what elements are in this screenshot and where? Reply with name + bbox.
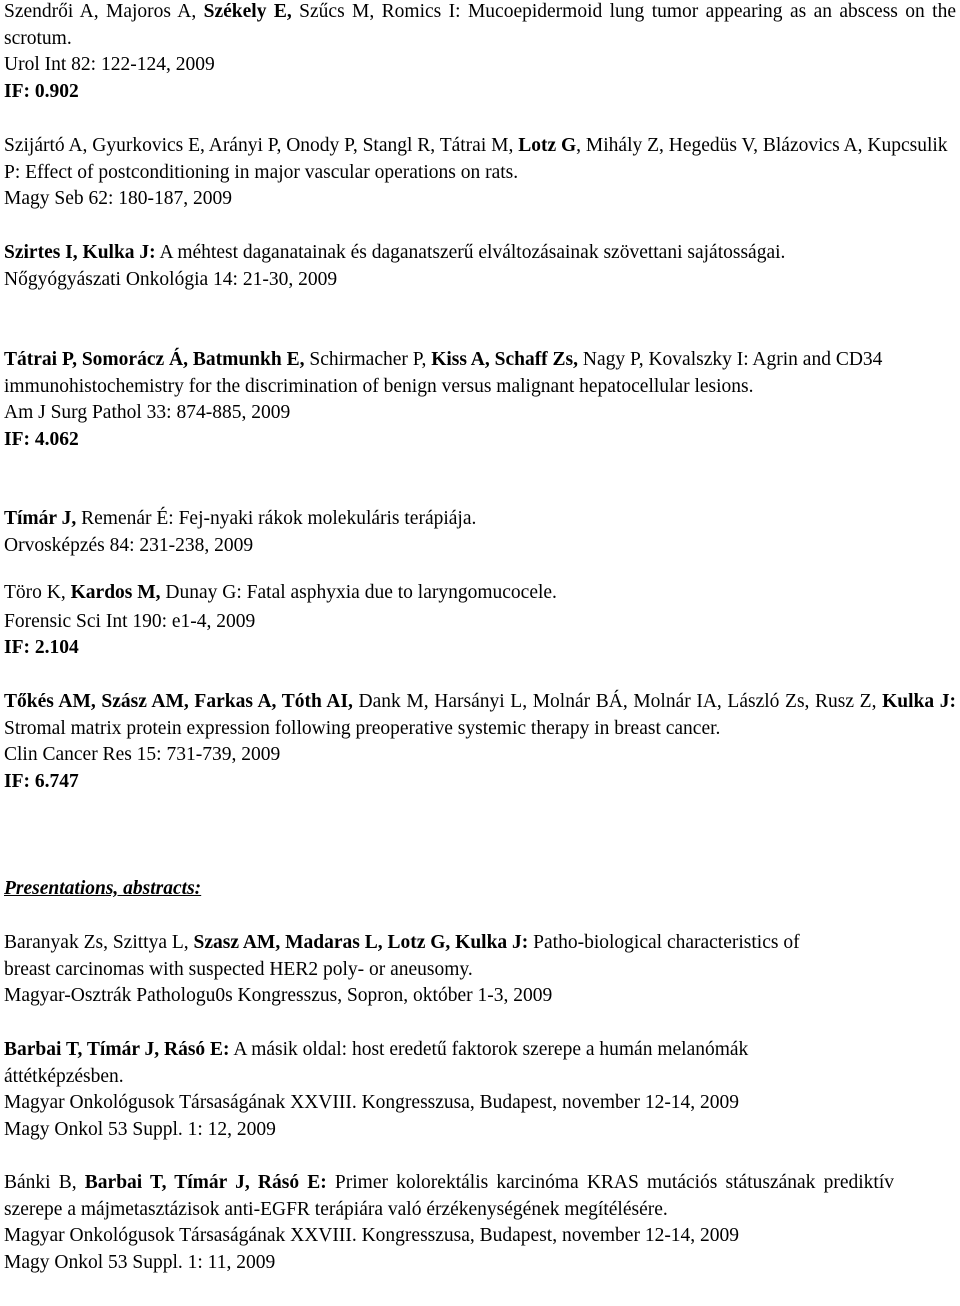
citation-segment: Szijártó A, Gyurkovics E, Arányi P, Onody P, Stangl R, Tátrai M, [4, 135, 519, 156]
venue-line: Magyar Onkológusok Társaságának XXVIII. Kongresszusa, Budapest, november 12-14, 2009 [4, 1092, 740, 1113]
publication-entry [4, 133, 956, 213]
journal-reference: Urol Int 82: 122-124, 2009 [4, 54, 215, 75]
publication-entry [4, 580, 956, 662]
citation-text [4, 689, 956, 742]
citation-segment: Nagy P, Kovalszky I: Agrin and CD34 immunohistochemistry for the discrimination of benign versus malignant hepatocellular lesions. [4, 349, 883, 397]
impact-factor: IF: 6.747 [4, 770, 79, 792]
citation-text [4, 240, 956, 267]
citation-segment: Töro K, [4, 582, 71, 603]
citation-segment-bold: Tőkés AM, Szász AM, Farkas A, Tóth AI, [4, 691, 353, 712]
citation-segment-bold: Kardos M, [70, 582, 161, 603]
journal-reference: Clin Cancer Res 15: 731-739, 2009 [4, 744, 281, 765]
citation-segment: Remenár É: Fej-nyaki rákok molekuláris terápiája. [76, 508, 477, 529]
impact-factor: IF: 0.902 [4, 80, 79, 102]
citation-segment: Szendrői A, Majoros A, [4, 1, 204, 22]
citation-text [4, 1037, 804, 1090]
publication-entry [4, 240, 956, 293]
journal-reference: Forensic Sci Int 190: e1-4, 2009 [4, 610, 256, 632]
citation-segment-bold: Szasz AM, Madaras L, Lotz G, Kulka J: [193, 932, 529, 953]
journal-reference: Orvosképzés 84: 231-238, 2009 [4, 534, 254, 556]
citation-segment: Baranyak Zs, Szittya L, [4, 932, 194, 953]
citation-segment: A másik oldal: host eredetű faktorok szerepe a humán melanómák áttétképzésben. [4, 1039, 749, 1087]
section-heading: Presentations, abstracts: [4, 878, 202, 899]
citation-segment-bold: Székely E, [203, 1, 292, 22]
citation-segment: Bánki B, [4, 1172, 85, 1193]
citation-segment: , Mihály Z, Hegedüs V, Blázovics A, Kupcsulik P: Effect of postconditioning in major vascular operations on rats. [4, 135, 948, 183]
publication-entry [4, 347, 956, 453]
venue-line: Magyar Onkológusok Társaságának XXVIII. Kongresszusa, Budapest, november 12-14, 2009 [4, 1225, 740, 1246]
venue-line: Magyar-Osztrák Pathologu0s Kongresszus, Sopron, október 1-3, 2009 [4, 985, 553, 1006]
publication-entry [4, 689, 956, 795]
impact-factor: IF: 4.062 [4, 428, 79, 450]
citation-segment: Dank M, Harsányi L, Molnár BÁ, Molnár IA, László Zs, Rusz Z, [352, 691, 883, 712]
citation-text [4, 133, 956, 186]
citation-text [4, 1170, 894, 1223]
venue-line: Magy Onkol 53 Suppl. 1: 12, 2009 [4, 1118, 276, 1140]
citation-segment-bold: Kulka J: [882, 691, 956, 712]
citation-segment-bold: Lotz G [518, 135, 577, 156]
citation-text [4, 506, 956, 533]
citation-text [4, 0, 956, 52]
citation-segment: Stromal matrix protein expression following preoperative systemic therapy in breast cancer. [4, 717, 721, 739]
journal-reference: Nőgyógyászati Onkológia 14: 21-30, 2009 [4, 268, 338, 290]
citation-segment: Primer kolorektális karcinóma KRAS mutációs státuszának prediktív szerepe a májmetasztázisok anti-EGFR terápiára való érzékenységének megítélésére. [4, 1172, 894, 1220]
citation-segment-bold: Tímár J, [4, 508, 77, 529]
citation-segment-bold: Kiss A, Schaff Zs, [431, 349, 579, 370]
citation-segment-bold: Tátrai P, Somorácz Á, Batmunkh E, [4, 349, 305, 370]
citation-segment: Schirmacher P, [304, 349, 432, 370]
publication-entry [4, 0, 956, 105]
citation-segment: Szűcs M, Romics I: Mucoepidermoid lung tumor appearing as an abscess on the scrotum. [4, 1, 956, 49]
impact-factor: IF: 2.104 [4, 637, 79, 658]
presentation-entry [4, 930, 956, 1010]
citation-text [4, 347, 956, 400]
citation-segment: A méhtest daganatainak és daganatszerű elváltozásainak szövettani sajátosságai. [155, 242, 786, 263]
journal-reference: Magy Seb 62: 180-187, 2009 [4, 188, 233, 209]
presentation-entry [4, 1037, 956, 1143]
presentation-entry [4, 1170, 956, 1276]
venue-line: Magy Onkol 53 Suppl. 1: 11, 2009 [4, 1251, 276, 1273]
citation-segment-bold: Barbai T, Tímár J, Rásó E: [84, 1172, 327, 1193]
citation-segment-bold: Szirtes I, Kulka J: [4, 242, 156, 263]
citation-segment-bold: Barbai T, Tímár J, Rásó E: [4, 1039, 230, 1060]
citation-text [4, 930, 804, 983]
citation-text [4, 580, 956, 607]
publication-entry [4, 506, 956, 559]
citation-segment: Patho-biological characteristics of breast carcinomas with suspected HER2 poly- or aneusomy. [4, 932, 800, 980]
citation-segment: Dunay G: Fatal asphyxia due to laryngomucocele. [160, 582, 557, 603]
journal-reference: Am J Surg Pathol 33: 874-885, 2009 [4, 402, 291, 423]
